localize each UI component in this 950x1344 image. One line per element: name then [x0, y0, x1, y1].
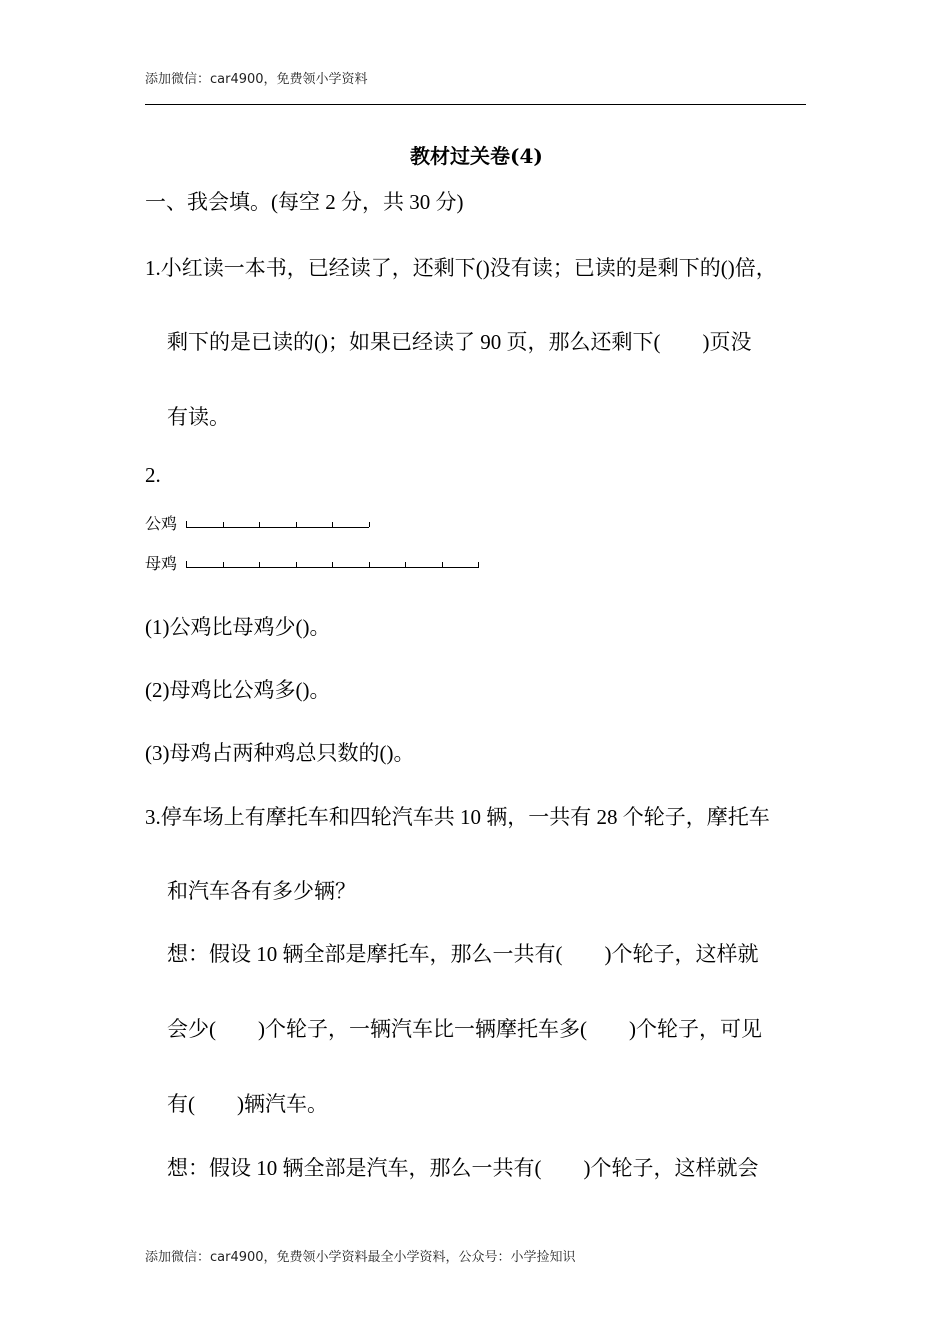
page-title: 教材过关卷(4) — [410, 144, 543, 168]
q2-sub2: (2)母鸡比公鸡多()。 — [145, 678, 331, 702]
rooster-tick — [259, 522, 260, 527]
page-header: 添加微信：car4900，免费领小学资料 — [145, 72, 368, 87]
page-footer: 添加微信：car4900，免费领小学资料最全小学资料，公众号：小学捡知识 — [145, 1250, 576, 1265]
hen-tick — [478, 562, 479, 567]
section-heading: 一、我会填。(每空 2 分，共 30 分) — [145, 190, 464, 214]
rooster-tick — [223, 522, 224, 527]
q2-sub3: (3)母鸡占两种鸡总只数的()。 — [145, 741, 415, 765]
hen-tick — [223, 562, 224, 567]
hen-tick — [296, 562, 297, 567]
hen-tick — [259, 562, 260, 567]
rooster-tick — [332, 522, 333, 527]
hen-label: 母鸡 — [145, 554, 178, 573]
q1-line3: 有读。 — [167, 405, 230, 429]
rooster-tick — [369, 522, 370, 527]
q2-number: 2. — [145, 463, 161, 487]
header-divider — [145, 104, 806, 105]
hen-tick — [332, 562, 333, 567]
q3-line3: 想：假设 10 辆全部是摩托车，那么一共有( )个轮子，这样就 — [167, 942, 759, 966]
q3-line6: 想：假设 10 辆全部是汽车，那么一共有( )个轮子，这样就会 — [167, 1156, 759, 1180]
q3-line4: 会少( )个轮子，一辆汽车比一辆摩托车多( )个轮子，可见 — [167, 1017, 762, 1041]
q3-line1: 3.停车场上有摩托车和四轮汽车共 10 辆，一共有 28 个轮子，摩托车 — [145, 805, 770, 829]
rooster-tick — [296, 522, 297, 527]
rooster-segment-bar — [186, 521, 369, 528]
q3-line2: 和汽车各有多少辆？ — [167, 879, 356, 903]
hen-tick — [442, 562, 443, 567]
rooster-label: 公鸡 — [145, 514, 178, 533]
hen-segment-bar — [186, 561, 479, 568]
q1-line1: 1.小红读一本书，已经读了，还剩下()没有读；已读的是剩下的()倍， — [145, 256, 777, 280]
q2-sub1: (1)公鸡比母鸡少()。 — [145, 615, 331, 639]
q3-line5: 有( )辆汽车。 — [167, 1092, 328, 1116]
hen-tick — [369, 562, 370, 567]
hen-tick — [405, 562, 406, 567]
q1-line2: 剩下的是已读的()；如果已经读了 90 页，那么还剩下( )页没 — [167, 330, 752, 354]
